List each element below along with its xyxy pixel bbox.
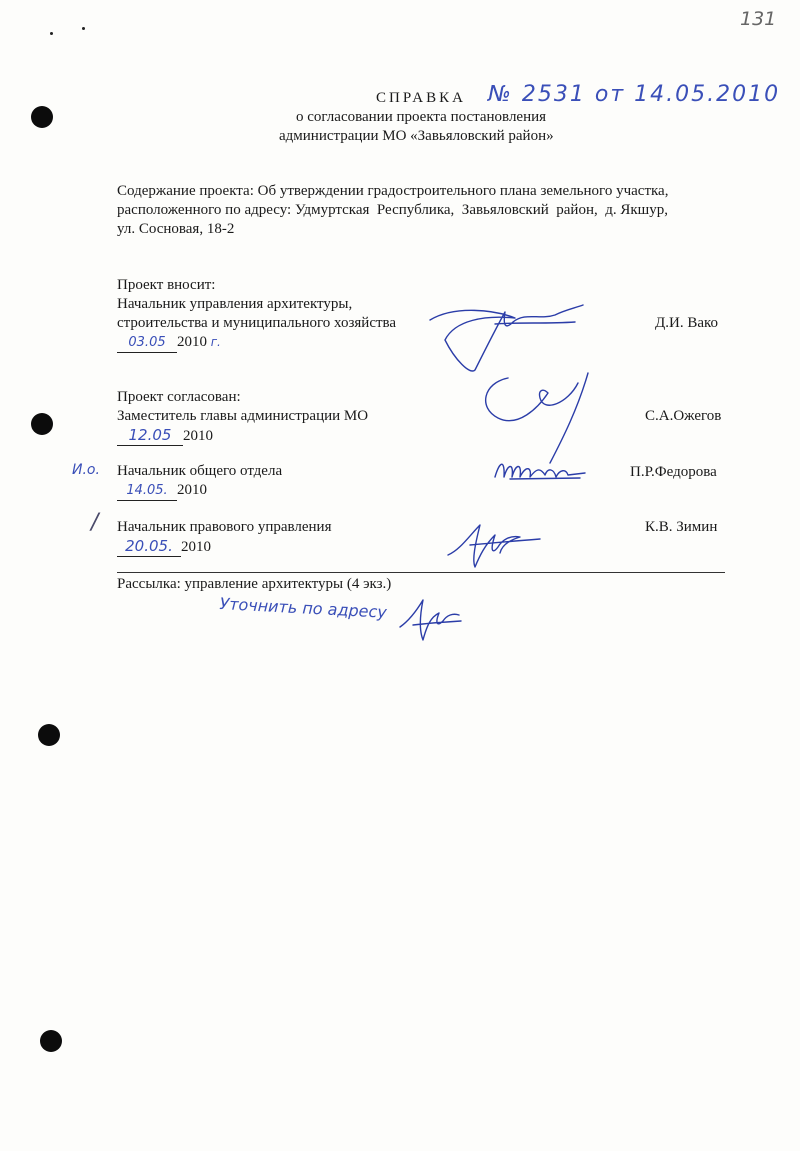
proposer-date-hand: 03.05 [117,333,177,353]
approval-prefix-2: И.о. [72,462,100,478]
page-number: 131 [740,8,777,30]
approval-date-hand-2: 14.05. [117,481,177,501]
proposer-heading: Проект вносит: [117,277,216,293]
approval-prefix-3: / [91,510,99,535]
project-content-line-2: расположенного по адресу: Удмуртская Республика, Завьяловский район, д. Якшур, [117,202,668,218]
signature-zimin-note [395,595,465,655]
speck [82,27,85,30]
subtitle-line-2: администрации МО «Завьяловский район» [279,128,554,144]
signature-zimin [440,515,550,575]
approval-name-1: С.А.Ожегов [645,408,722,424]
approval-date-line-2 [117,481,207,501]
approval-date-line-3 [117,537,211,557]
approval-date-hand-1: 12.05 [117,426,183,446]
punch-hole-1 [31,106,53,128]
distribution-text: Рассылка: управление архитектуры (4 экз.) [117,576,392,592]
approval-date-line-1 [117,426,213,446]
proposer-position-line-1: Начальник управления архитектуры, [117,296,353,312]
approval-name-2: П.Р.Федорова [630,464,717,480]
signature-ozhegov [478,368,608,468]
approval-year-2: 2010 [177,482,207,498]
approval-position-1: Заместитель главы администрации МО [117,408,369,424]
approval-date-hand-3: 20.05. [117,537,181,557]
proposer-name: Д.И. Вако [655,315,719,331]
speck [50,32,53,35]
proposer-year: 2010 [177,334,207,350]
project-content-line-1: Содержание проекта: Об утверждении градостроительного плана земельного участка, [117,183,669,199]
punch-hole-4 [40,1030,62,1052]
punch-hole-3 [38,724,60,746]
approvals-heading: Проект согласован: [117,389,241,405]
project-content-line-3: ул. Сосновая, 18-2 [117,221,235,237]
approval-name-3: К.В. Зимин [645,519,718,535]
approval-position-2: Начальник общего отдела [117,463,283,479]
separator-line [117,572,725,573]
handwritten-note: Уточнить по адресу [219,594,388,622]
approval-position-3: Начальник правового управления [117,519,332,535]
document-title: СПРАВКА [376,90,466,106]
approval-year-3: 2010 [181,539,211,555]
approval-year-1: 2010 [183,428,213,444]
punch-hole-2 [31,413,53,435]
proposer-year-suffix: г. [210,335,221,349]
proposer-date-line [117,333,221,353]
subtitle-line-1: о согласовании проекта постановления [296,109,547,125]
proposer-position-line-2: строительства и муниципального хозяйства [117,315,397,331]
signature-fedorova [490,455,590,485]
handwritten-registration-number: № 2531 от 14.05.2010 [488,82,781,107]
